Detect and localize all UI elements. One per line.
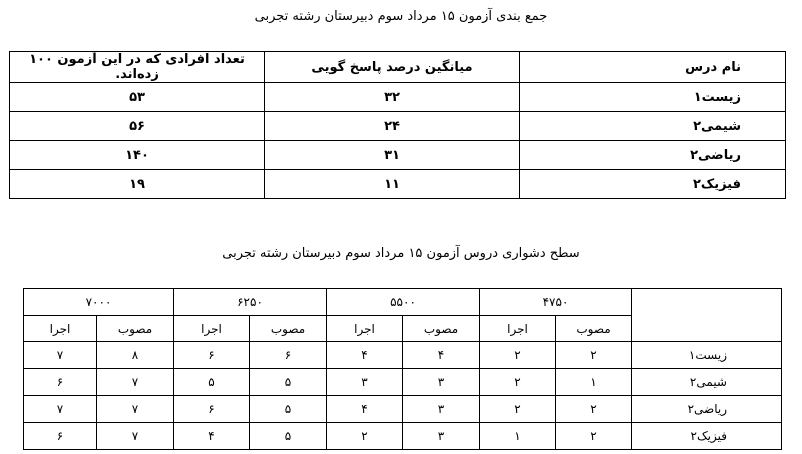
approved-header: مصوب <box>250 316 327 342</box>
value-cell: ۳ <box>403 396 480 423</box>
difficulty-title: سطح دشواری دروس آزمون ۱۵ مرداد سوم دبیرستان رشته تجربی <box>222 246 580 261</box>
value-cell: ۶ <box>174 342 250 369</box>
value-cell: ۷ <box>24 396 97 423</box>
value-cell: ۷ <box>97 396 174 423</box>
executed-header: اجرا <box>24 316 97 342</box>
value-cell: ۸ <box>97 342 174 369</box>
value-cell: ۲ <box>556 396 632 423</box>
level-header: ۶۲۵۰ <box>174 289 327 316</box>
value-cell: ۲ <box>556 423 632 450</box>
value-cell: ۲ <box>480 342 556 369</box>
table-row <box>24 342 782 369</box>
table-row <box>24 369 782 396</box>
average-cell: ۳۱ <box>265 141 520 170</box>
executed-header: اجرا <box>174 316 250 342</box>
course-cell: شیمی۲ <box>520 112 786 141</box>
value-cell: ۲ <box>327 423 403 450</box>
value-cell: ۳ <box>403 369 480 396</box>
table-row <box>24 423 782 450</box>
value-cell: ۴ <box>403 342 480 369</box>
value-cell: ۴ <box>327 396 403 423</box>
approved-header: مصوب <box>556 316 632 342</box>
course-cell: زیست۱ <box>520 83 786 112</box>
value-cell: ۵ <box>174 369 250 396</box>
course-cell: ریاضی۲ <box>520 141 786 170</box>
course-cell: ریاضی۲ <box>632 396 782 423</box>
value-cell: ۵ <box>250 369 327 396</box>
approved-header: مصوب <box>403 316 480 342</box>
course-cell: زیست۱ <box>632 342 782 369</box>
executed-header: اجرا <box>327 316 403 342</box>
value-cell: ۶ <box>250 342 327 369</box>
value-cell: ۳ <box>403 423 480 450</box>
difficulty-table <box>23 288 782 450</box>
value-cell: ۶ <box>24 369 97 396</box>
level-header: ۵۵۰۰ <box>327 289 480 316</box>
value-cell: ۶ <box>174 396 250 423</box>
value-cell: ۲ <box>556 342 632 369</box>
approved-header: مصوب <box>97 316 174 342</box>
value-cell: ۲ <box>480 369 556 396</box>
value-cell: ۷ <box>97 423 174 450</box>
executed-header: اجرا <box>480 316 556 342</box>
summary-header-row <box>10 52 786 83</box>
value-cell: ۶ <box>24 423 97 450</box>
summary-title: جمع بندی آزمون ۱۵ مرداد سوم دبیرستان رشته تجربی <box>254 9 548 24</box>
value-cell: ۱ <box>556 369 632 396</box>
value-cell: ۳ <box>327 369 403 396</box>
summary-table <box>9 51 786 199</box>
header-count: تعداد افرادی که در این آزمون ۱۰۰ زده‌اند. <box>10 52 265 83</box>
value-cell: ۵ <box>250 396 327 423</box>
level-header: ۴۷۵۰ <box>480 289 632 316</box>
table-row <box>10 83 786 112</box>
course-cell: فیزیک۲ <box>632 423 782 450</box>
value-cell: ۱ <box>480 423 556 450</box>
value-cell: ۷ <box>24 342 97 369</box>
level-header-row <box>24 289 782 316</box>
value-cell: ۲ <box>480 396 556 423</box>
course-cell: شیمی۲ <box>632 369 782 396</box>
corner-cell <box>632 289 782 342</box>
value-cell: ۴ <box>327 342 403 369</box>
average-cell: ۳۲ <box>265 83 520 112</box>
level-header: ۷۰۰۰ <box>24 289 174 316</box>
count-cell: ۵۶ <box>10 112 265 141</box>
value-cell: ۷ <box>97 369 174 396</box>
header-average: میانگین درصد پاسخ گویی <box>265 52 520 83</box>
table-row <box>10 170 786 199</box>
average-cell: ۲۴ <box>265 112 520 141</box>
course-cell: فیزیک۲ <box>520 170 786 199</box>
table-row <box>10 141 786 170</box>
count-cell: ۵۳ <box>10 83 265 112</box>
table-row <box>10 112 786 141</box>
count-cell: ۱۴۰ <box>10 141 265 170</box>
table-row <box>24 396 782 423</box>
count-cell: ۱۹ <box>10 170 265 199</box>
header-course: نام درس <box>520 52 786 83</box>
value-cell: ۴ <box>174 423 250 450</box>
value-cell: ۵ <box>250 423 327 450</box>
average-cell: ۱۱ <box>265 170 520 199</box>
